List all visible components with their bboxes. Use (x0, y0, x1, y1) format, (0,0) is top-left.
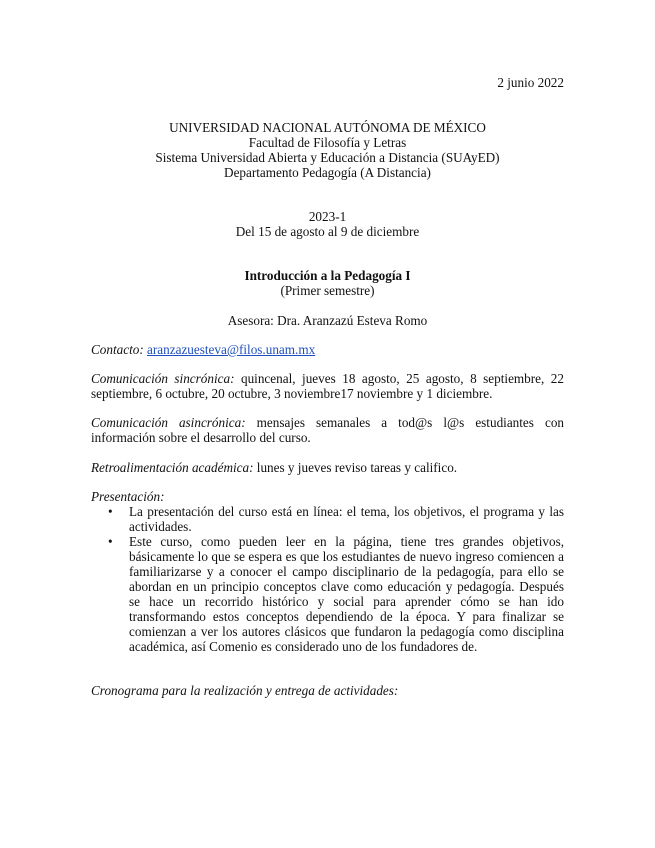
system-name: Sistema Universidad Abierta y Educación a Distancia (SUAyED) (155, 150, 500, 165)
contact-paragraph (91, 342, 564, 357)
async-label: Comunicación asincrónica: (91, 415, 246, 430)
university-name: UNIVERSIDAD NACIONAL AUTÓNOMA DE MÉXICO (169, 120, 486, 135)
async-communication-paragraph (91, 415, 564, 445)
advisor-line: Asesora: Dra. Aranzazú Esteva Romo (227, 313, 428, 328)
list-item-text: La presentación del curso está en línea: el tema, los objetivos, el programa y las actividades. (129, 504, 564, 534)
presentation-label: Presentación: (91, 489, 165, 504)
term-code: 2023-1 (308, 209, 347, 224)
term-info (91, 209, 564, 239)
schedule-heading: Cronograma para la realización y entrega de actividades: (91, 683, 399, 698)
department-name: Departamento Pedagogía (A Distancia) (224, 165, 431, 180)
bullet-icon: • (108, 504, 113, 519)
faculty-name: Facultad de Filosofía y Letras (248, 135, 407, 150)
list-item (108, 504, 564, 534)
list-item (108, 534, 564, 654)
sync-text: quincenal, jueves 18 agosto, 25 agosto, 8 septiembre, 22 septiembre, 6 octubre, 20 octubre, 3 noviembre17 noviembre y 1 diciembre. (91, 371, 564, 401)
contact-email-link[interactable]: aranzazuesteva@filos.unam.mx (147, 342, 316, 357)
course-info (91, 268, 564, 298)
bullet-icon: • (108, 534, 113, 549)
course-semester: (Primer semestre) (280, 283, 375, 298)
async-text: mensajes semanales a tod@s l@s estudiantes con información sobre el desarrollo del curso. (91, 415, 565, 445)
term-dates: Del 15 de agosto al 9 de diciembre (235, 224, 420, 239)
feedback-label: Retroalimentación académica: (91, 460, 254, 475)
feedback-paragraph (91, 460, 564, 475)
course-title: Introducción a la Pedagogía I (244, 268, 411, 283)
institution-header (91, 120, 564, 180)
presentation-section (91, 489, 564, 654)
sync-communication-paragraph (91, 371, 564, 401)
presentation-bullet-list (91, 504, 564, 654)
sync-label: Comunicación sincrónica: (91, 371, 235, 386)
contact-label: Contacto: (91, 342, 144, 357)
list-item-text: Este curso, como pueden leer en la página, tiene tres grandes objetivos, básicamente lo que se espera es que los estudiantes de nuevo ingreso comiencen a familiarizarse y a conocer el campo disciplinario de la pedagogía, para ello se abordan en un principio conceptos clave como educación y pedagogía. Después se hace un recorrido histórico y social para aprender cómo se han ido transformando estos conceptos dependiendo de la época. Y para finalizar se comienzan a ver los autores clásicos que fundaron la pedagogía como disciplina académica, así Comenio es considerado uno de los fundadores de. (129, 534, 564, 654)
document-date: 2 junio 2022 (497, 75, 564, 90)
feedback-text: lunes y jueves reviso tareas y califico. (253, 460, 458, 475)
